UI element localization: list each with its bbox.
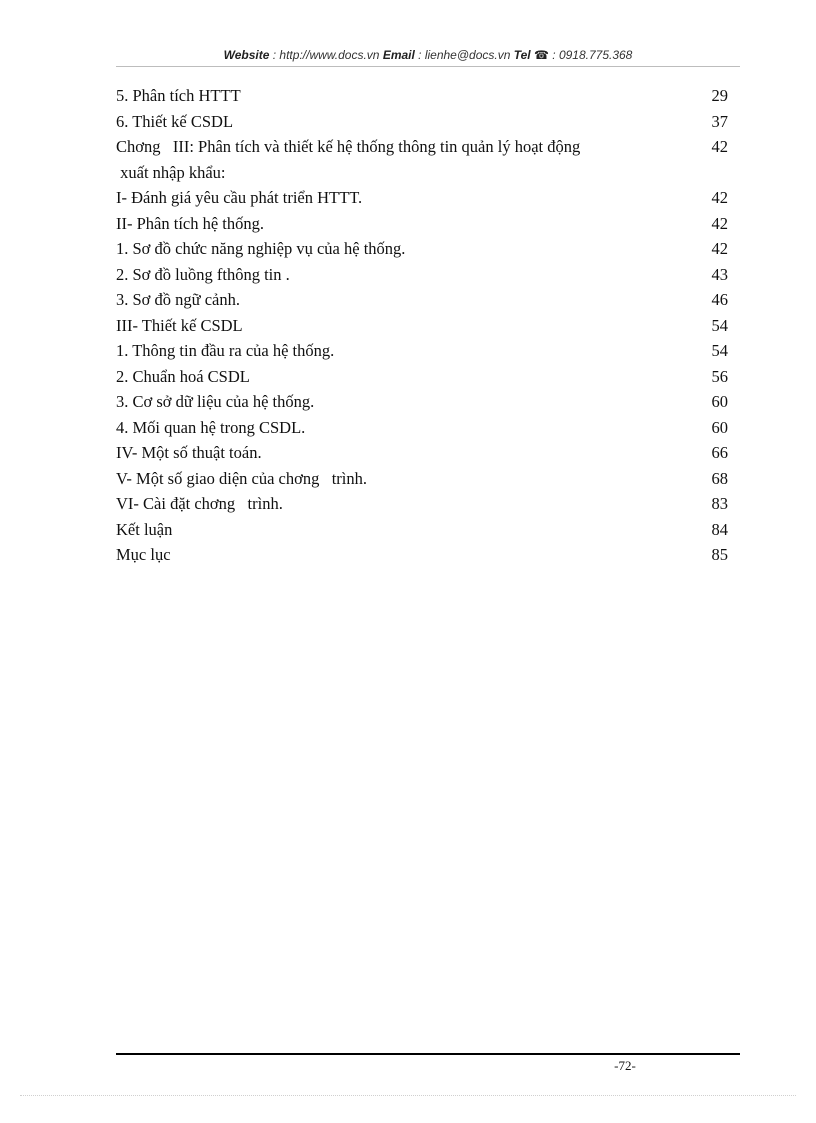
toc-entry-page: 60 [711,417,728,437]
toc-entry [116,389,728,415]
website-label: Website [223,48,270,62]
toc-entry-page: 42 [711,213,728,233]
toc-entry-title: Chơng III: Phân tích và thiết kế hệ thống thông tin quản lý hoạt động xuất nhập khẩu: [116,137,581,182]
toc-entry [116,313,728,339]
toc-entry-title: 3. Sơ đồ ngữ cảnh. [116,290,240,309]
toc-entry-title: 4. Mối quan hệ trong CSDL. [116,417,306,437]
toc-entry-page: 60 [711,392,728,411]
toc-entry-title: Kết luận [116,519,173,539]
toc-entry-page: 83 [711,494,728,513]
table-of-contents [116,83,728,568]
toc-entry [116,338,728,364]
toc-entry-title: 1. Thông tin đầu ra của hệ thống. [116,341,335,360]
page-header [116,48,740,62]
toc-entry-title: V- Một số giao diện của chơng trình. [116,468,367,488]
tel-label: Tel [513,48,531,62]
toc-entry-title: VI- Cài đặt chơng trình. [116,494,283,513]
toc-entry [116,262,728,288]
page-number: -72- [614,1058,636,1073]
toc-entry-page: 43 [711,264,728,284]
toc-entry-page: 56 [711,366,728,386]
toc-entry-title: II- Phân tích hệ thống. [116,213,265,233]
toc-entry-page: 37 [711,111,728,131]
toc-entry-page: 42 [711,239,728,258]
toc-entry-page: 66 [711,443,728,462]
page-bottom-edge [20,1095,796,1096]
toc-entry-title: IV- Một số thuật toán. [116,443,262,462]
toc-entry-title: Mục lục [116,545,171,564]
toc-entry-title: 2. Sơ đồ luồng fthông tin . [116,264,290,284]
toc-entry [116,134,728,185]
toc-entry-title: 3. Cơ sở dữ liệu của hệ thống. [116,392,315,411]
toc-entry [116,185,728,211]
toc-entry-title: III- Thiết kế CSDL [116,315,243,335]
email-value: : lienhe@docs.vn [414,48,514,62]
toc-entry [116,236,728,262]
toc-entry-title: 2. Chuẩn hoá CSDL [116,366,250,386]
toc-entry-page: 42 [711,188,728,207]
toc-entry-page: 68 [711,468,728,488]
toc-entry [116,83,728,109]
toc-entry [116,415,728,441]
phone-icon: ☎ [533,48,549,62]
toc-entry [116,211,728,237]
toc-entry-page: 54 [711,315,728,335]
toc-entry-page: 46 [711,290,728,309]
toc-entry [116,287,728,313]
tel-value: : 0918.775.368 [548,48,633,62]
toc-entry-page: 42 [711,137,728,156]
toc-entry-page: 85 [711,545,728,564]
toc-entry [116,517,728,543]
toc-entry [116,440,728,466]
toc-entry [116,109,728,135]
toc-entry-page: 29 [711,86,728,105]
toc-entry-title: 5. Phân tích HTTT [116,86,241,105]
header-divider [116,66,740,67]
toc-entry [116,542,728,568]
website-value: : http://www.docs.vn [269,48,383,62]
toc-entry [116,466,728,492]
toc-entry-title: 6. Thiết kế CSDL [116,111,234,131]
toc-entry-page: 54 [711,341,728,360]
toc-entry-title: I- Đánh giá yêu cầu phát triển HTTT. [116,188,363,207]
toc-entry-title: 1. Sơ đồ chức năng nghiệp vụ của hệ thống. [116,239,406,258]
toc-entry [116,364,728,390]
toc-entry [116,491,728,517]
email-label: Email [382,48,415,62]
footer-divider [116,1053,740,1055]
toc-entry-page: 84 [711,519,728,539]
